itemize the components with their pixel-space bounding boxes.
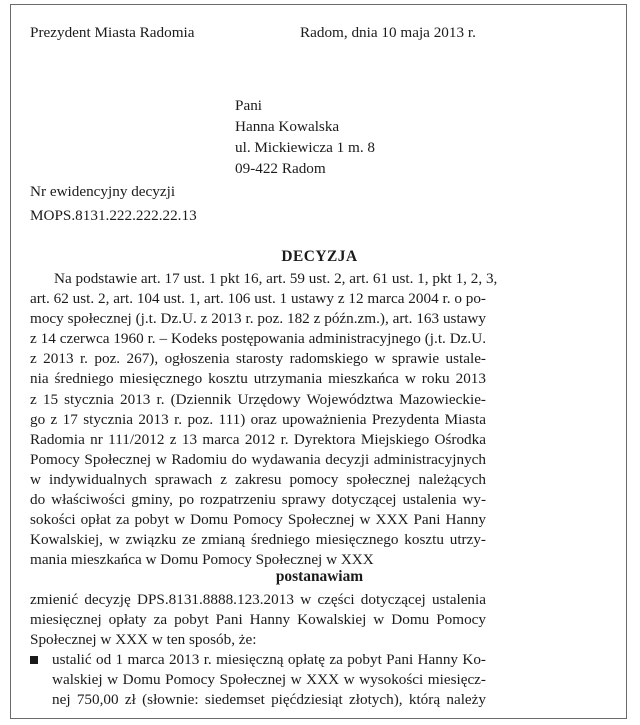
resolve-title: postanawiam [275, 568, 364, 585]
paragraph-line: Radomia nr 111/2012 z 13 marca 2012 r. Dyrektora Miejskiego Ośrodka [30, 430, 486, 448]
registry-number: MOPS.8131.222.222.22.13 [30, 207, 197, 224]
paragraph-line: Na podstawie art. 17 ust. 1 pkt 16, art. 59 ust. 2, art. 61 ust. 1, pkt 1, 2, 3, [54, 270, 498, 287]
paragraph-line: Pomocy Społecznej w Radomiu do wydawania decyzji administracyjnych [30, 450, 486, 468]
paragraph-line: go z 17 stycznia 2013 r. poz. 111) oraz upoważnienia Prezydenta Miasta [30, 410, 486, 428]
place-and-date: Radom, dnia 10 maja 2013 r. [300, 24, 476, 41]
bullet-line: walskiej w Domu Pomocy Społecznej w XXX w wysokości miesięcz- [52, 671, 486, 689]
paragraph-line: z 2013 r. poz. 267), ogłoszenia starosty radomskiego w sprawie ustale- [30, 350, 486, 368]
paragraph-line: art. 62 ust. 2, art. 104 ust. 1, art. 106 ust. 1 ustawy z 12 marca 2004 r. o po- [30, 290, 486, 308]
paragraph-line: z 14 czerwca 1960 r. – Kodeks postępowania administracyjnego (j.t. Dz.U. [30, 330, 486, 348]
recipient-salutation: Pani [235, 97, 263, 114]
paragraph-line: nia średniego miesięcznego kosztu utrzymania mieszkańca w roku 2013 [30, 370, 486, 388]
paragraph-line: z 15 stycznia 2013 r. (Dziennik Urzędowy Województwa Mazowieckie- [30, 390, 486, 408]
bullet-line: nej 750,00 zł (słownie: siedemset pięćdziesiąt złotych), którą należy [52, 691, 486, 709]
bullet-line: ustalić od 1 marca 2013 r. miesięczną opłatę za pobyt Pani Hanny Ko- [52, 651, 486, 668]
paragraph-line: zmienić decyzję DPS.8131.8888.123.2013 w części dotyczącej ustalenia [30, 591, 486, 608]
resolution-paragraph [30, 590, 486, 650]
registry-label: Nr ewidencyjny decyzji [30, 183, 176, 200]
paragraph-line: mocy społecznej (j.t. Dz.U. z 2013 r. poz. 182 z późn.zm.), art. 163 ustawy [30, 310, 486, 328]
recipient-name: Hanna Kowalska [235, 118, 340, 135]
issuer-name: Prezydent Miasta Radomia [30, 24, 195, 41]
decision-title: DECYZJA [281, 248, 358, 265]
recipient-address [235, 95, 375, 179]
paragraph-line: w indywidualnych sprawach z zakresu pomocy społecznej należących [30, 470, 486, 488]
legal-basis-paragraph [30, 269, 498, 570]
document-page [10, 4, 627, 719]
paragraph-line: Społecznej w XXX w ten sposób, że: [30, 631, 257, 649]
paragraph-line: sokości opłat za pobyt w Domu Pomocy Społecznej w XXX Pani Hanny [30, 511, 486, 529]
square-bullet-icon [30, 656, 38, 664]
paragraph-line: mania mieszkańca w Domu Pomocy Społecznej w XXX [30, 551, 374, 569]
registry-block [30, 180, 197, 228]
recipient-street: ul. Mickiewicza 1 m. 8 [235, 139, 376, 156]
paragraph-line: do właściwości gminy, po rozpatrzeniu sprawy dotyczącej ustalenia wy- [30, 491, 486, 509]
recipient-city: 09-422 Radom [235, 160, 326, 177]
bullet-text [52, 650, 486, 710]
paragraph-line: Kowalskiej, w związku ze zmianą średniego miesięcznego kosztu utrzy- [30, 531, 486, 549]
paragraph-line: miesięcznej opłaty za pobyt Pani Hanny Kowalskiej w Domu Pomocy [30, 611, 486, 629]
